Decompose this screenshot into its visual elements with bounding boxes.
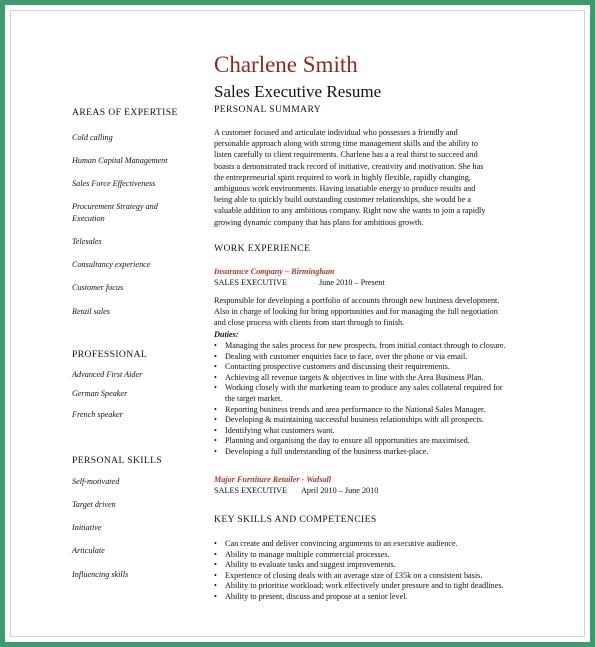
personal-skill-item: Influencing skills [72, 570, 129, 579]
duty-item: • Developing & maintaining successful business relationships with all prospects. [214, 415, 485, 425]
expertise-heading: AREAS OF EXPERTISE [72, 107, 178, 118]
duty-item: • Working closely with the marketing team to produce any sales collateral required for [214, 383, 503, 393]
job1-description [214, 295, 499, 329]
summary-line: the entrepreneurial spirit required to work in highly flexible, rapidly changing, [214, 172, 471, 182]
summary-line: A customer focused and articulate individual who possesses a friendly and [214, 128, 458, 137]
resume-title: Sales Executive Resume [214, 82, 382, 101]
duty-item: • Dealing with customer enquiries face to face, over the phone or via email. [214, 351, 468, 361]
key-skills-heading: KEY SKILLS AND COMPETENCIES [214, 514, 377, 525]
professional-heading: PROFESSIONAL [72, 349, 148, 360]
expertise-item: Human Capital Management [72, 156, 168, 165]
expertise-item: Telesales [72, 237, 102, 246]
duties-list [214, 341, 506, 458]
job1-description-line: Also in charge of looking for bring opportunities and for managing the full negotiation [214, 307, 498, 317]
expertise-item: Retail sales [72, 307, 110, 316]
key-skill-item: • Ability to manage multiple commercial processes. [214, 549, 390, 559]
job2-company: Major Furniture Retailer - Walsall [214, 475, 332, 484]
expertise-item: Sales Force Effectiveness [72, 179, 156, 188]
summary-line: growing dynamic company that has plans for ambitious growth. [214, 217, 424, 227]
expertise-item: Consultancy experience [72, 260, 151, 269]
personal-skill-item: Target driven [72, 500, 116, 509]
job1-description-line: and close process with clients from start through to finish. [214, 318, 405, 328]
summary-line: boasts a demonstrated track record of initiative, creativity and motivation. She has [214, 161, 484, 171]
job1-dates: June 2010 – Present [319, 278, 385, 287]
key-skill-item: • Ability to evaluate tasks and suggest improvements. [214, 560, 396, 570]
expertise-item: Customer focus [72, 283, 124, 292]
candidate-name: Charlene Smith [214, 52, 358, 77]
expertise-item: Procurement Strategy and [72, 202, 158, 211]
job1-role: SALES EXECUTIVE [214, 278, 287, 287]
duties-label: Duties: [214, 330, 239, 339]
duty-item: • Planning and organising the day to ensure all opportunities are maximised. [214, 436, 470, 446]
professional-item: German Speaker [72, 389, 128, 398]
duty-item: • Achieving all revenue targets & objectives in line with the Area Business Plan. [214, 372, 484, 382]
summary-line: valuable addition to any ambitious company. Right now she wants to join a rapidly [214, 206, 486, 216]
personal-skill-item: Self-motivated [72, 477, 120, 486]
summary-line: personable approach along with strong time management skills and the ability to [214, 139, 478, 149]
job2-dates: April 2010 – June 2010 [301, 486, 379, 495]
personal-skills-heading: PERSONAL SKILLS [72, 455, 163, 466]
key-skill-item: • Experience of closing deals with an average size of £35k on a consistent basis. [214, 570, 483, 580]
professional-item: French speaker [72, 410, 123, 419]
expertise-item: Cold calling [72, 133, 113, 142]
key-skill-item: • Can create and deliver convincing arguments to an executive audience. [214, 539, 458, 548]
summary-line: ambiguous work environments. Having insatiable energy to produce results and [214, 184, 476, 194]
summary-line: listen carefully to client requirements. Charlene has a a real thirst to succeed and [214, 150, 478, 160]
duty-item: • Developing a full understanding of the business market-place. [214, 446, 429, 456]
key-skill-item: • Ability to present, discuss and propose at a senior level. [214, 591, 408, 601]
duty-item-continuation: the target market. [225, 393, 283, 403]
job2-role: SALES EXECUTIVE [214, 486, 287, 495]
duty-item: • Managing the sales process for new prospects, from initial contact through to closure. [214, 341, 506, 350]
job1-description-line: Responsible for developing a portfolio of accounts through new business development. [214, 296, 500, 305]
summary-heading: PERSONAL SUMMARY [214, 104, 322, 115]
job1-role-row [214, 278, 385, 287]
job1-company: Insurance Company – Birmingham [214, 267, 335, 276]
key-skills-list [214, 539, 504, 603]
duty-item: • Identifying what customers want. [214, 425, 335, 435]
professional-item: Advanced First Aider [72, 370, 143, 379]
summary-line: being able to quickly build outstanding customer relationships, she would be a [214, 195, 471, 205]
summary-paragraph [214, 127, 485, 228]
job2-role-row [214, 486, 379, 495]
work-experience-heading: WORK EXPERIENCE [214, 243, 311, 254]
personal-skill-item: Initiative [72, 523, 102, 532]
personal-skill-item: Articulate [72, 546, 105, 555]
key-skill-item: • Ability to prioritise workload; work effectively under pressure and to tight deadlines. [214, 581, 504, 591]
duty-item: • Reporting business trends and area performance to the National Sales Manager. [214, 404, 486, 414]
duty-item: • Contacting prospective customers and discussing their requirements. [214, 362, 450, 372]
expertise-item: Execution [72, 214, 105, 223]
